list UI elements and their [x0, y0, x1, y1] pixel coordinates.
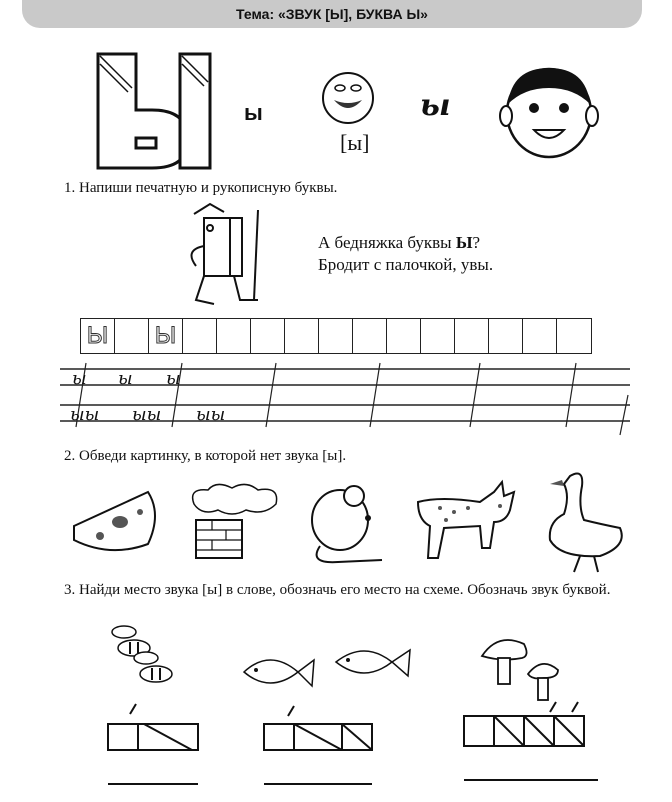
poem-line-1: А бедняжка буквы Ы?: [318, 233, 481, 252]
grid-cell[interactable]: [455, 319, 489, 353]
poem: [318, 232, 493, 276]
sound-transcription: [ы]: [340, 130, 370, 155]
topic-title: Тема: «ЗВУК [Ы], БУКВА Ы»: [236, 6, 428, 22]
print-lowercase: ы: [244, 100, 263, 125]
cursive-sample: ы: [118, 368, 133, 389]
grid-cell[interactable]: [387, 319, 421, 353]
grid-cell[interactable]: Ы: [149, 319, 183, 353]
cursive-lowercase: ы: [420, 88, 451, 123]
lynx-icon[interactable]: [410, 478, 520, 568]
topic-header: [22, 0, 642, 28]
task-3-text: 3. Найди место звука [ы] в слове, обозначь его место на схеме. Обозначь звук буквой.: [64, 582, 611, 598]
big-letter-icon: [92, 48, 216, 172]
grid-cell[interactable]: [251, 319, 285, 353]
grid-cell[interactable]: [557, 319, 591, 353]
sound-scheme-3[interactable]: [460, 700, 610, 788]
grid-cell[interactable]: [115, 319, 149, 353]
grid-cell[interactable]: [353, 319, 387, 353]
mouse-icon[interactable]: [298, 480, 388, 570]
cursive-sample: ы: [72, 368, 87, 389]
writing-grid: [80, 318, 592, 354]
cursive-sample: ыы: [70, 404, 100, 425]
bees-icon[interactable]: [98, 614, 194, 696]
grid-cell[interactable]: [183, 319, 217, 353]
fish-icon[interactable]: [240, 642, 440, 698]
letter-character-with-stick-icon: [174, 200, 270, 310]
task-1-text: 1. Напиши печатную и рукописную буквы.: [64, 180, 338, 196]
boy-face-icon: [494, 58, 604, 162]
grid-cell[interactable]: Ы: [81, 319, 115, 353]
poem-line-2: Бродит с палочкой, увы.: [318, 255, 494, 274]
grid-cell[interactable]: [285, 319, 319, 353]
sound-scheme-1[interactable]: [104, 700, 204, 788]
chimney-smoke-icon[interactable]: [184, 480, 290, 562]
sound-scheme-2[interactable]: [260, 702, 394, 790]
cursive-sample: ыы: [196, 404, 226, 425]
mouth-face-icon: [320, 70, 376, 126]
grid-cell[interactable]: [217, 319, 251, 353]
grid-cell[interactable]: [421, 319, 455, 353]
grid-cell[interactable]: [489, 319, 523, 353]
mushrooms-icon[interactable]: [478, 634, 568, 704]
goose-icon[interactable]: [540, 466, 634, 576]
grid-cell[interactable]: [523, 319, 557, 353]
grid-cell[interactable]: [319, 319, 353, 353]
cursive-sample: ыы: [132, 404, 162, 425]
task-2-text: 2. Обведи картинку, в которой нет звука [ы].: [64, 448, 347, 464]
cursive-sample: ы: [166, 368, 181, 389]
cheese-icon[interactable]: [70, 486, 164, 558]
